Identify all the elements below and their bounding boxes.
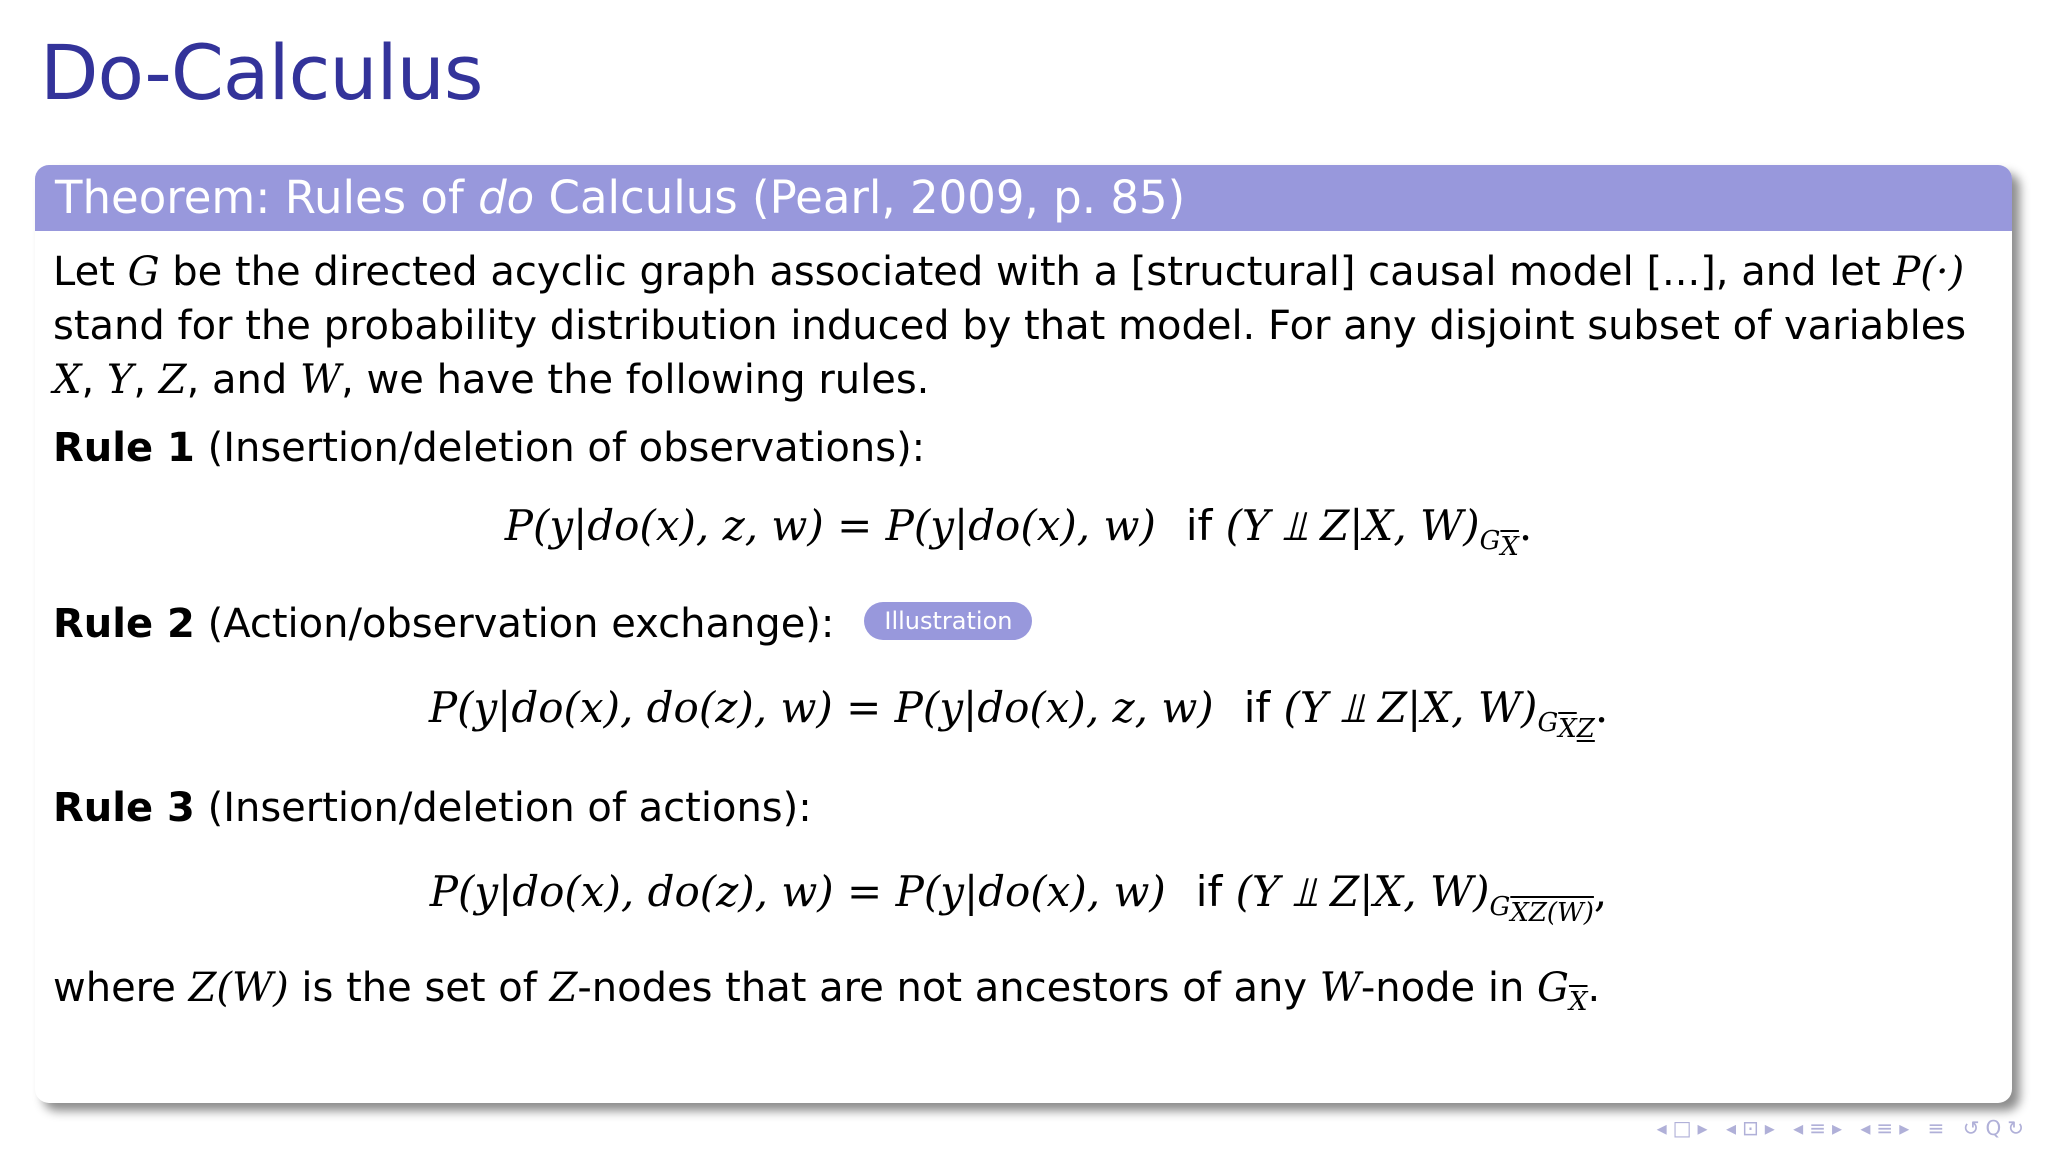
rule2-sub-over: $\overline{X}$: [1558, 714, 1577, 745]
rule2-cond: (Y ⫫ Z|X, W): [1283, 683, 1538, 732]
nav-frame-icon[interactable]: □: [1672, 1116, 1698, 1140]
nav-next-part-icon[interactable]: ▸: [1899, 1116, 1916, 1140]
beamer-navigation: [1657, 1116, 2030, 1140]
rule3-cond: (Y ⫫ Z|X, W): [1235, 867, 1490, 916]
rule3-end: ,: [1593, 867, 1608, 916]
closing-zw: Z(W): [188, 965, 289, 1011]
intro-comma-2: ,: [133, 357, 159, 403]
rule3-lhs: P(y|do(x), do(z), w) = P(y|do(x), w): [429, 867, 1166, 916]
rule2-formula: [53, 683, 1984, 755]
nav-search-icon[interactable]: Q: [1985, 1116, 2008, 1140]
intro-text-5: , we have the following rules.: [341, 357, 930, 403]
rule3-bold: Rule 3: [53, 785, 195, 831]
closing-z: Z: [549, 965, 578, 1011]
rule2-text: (Action/observation exchange):: [194, 601, 835, 647]
rule3-if: if: [1195, 867, 1223, 916]
rule1-if: if: [1185, 501, 1213, 550]
theorem-header: [35, 165, 2012, 231]
intro-g: G: [127, 249, 160, 295]
closing-2: is the set of: [288, 965, 550, 1011]
rule3-sub-g: G: [1489, 892, 1511, 923]
rule3-sub: [1489, 892, 1594, 929]
closing-text: [53, 961, 1984, 1029]
intro-p: P(·): [1893, 249, 1965, 295]
intro-text-1: Let: [53, 249, 128, 295]
intro-text-3: stand for the probability distribution induced by that model. For any disjoint subset of variables: [53, 303, 1967, 349]
rule2-heading: [53, 597, 1984, 651]
nav-next-frame-icon[interactable]: ▸: [1697, 1116, 1714, 1140]
rule2-bold: Rule 2: [53, 601, 195, 647]
illustration-button[interactable]: Illustration: [864, 602, 1032, 640]
intro-text-4: , and: [186, 357, 300, 403]
rule1-sub-over: X: [1500, 532, 1519, 563]
rule2-end: .: [1594, 683, 1609, 732]
rule1-heading: [53, 421, 1984, 475]
closing-g: G: [1537, 965, 1569, 1011]
slide-title: Do-Calculus: [40, 28, 483, 117]
nav-forward-icon[interactable]: ↻: [2007, 1116, 2030, 1140]
rule2-lhs: P(y|do(x), do(z), w) = P(y|do(x), z, w): [428, 683, 1214, 732]
intro-text-2: be the directed acyclic graph associated with a [structural] causal model [...], and let: [159, 249, 1894, 295]
nav-prev-section-icon[interactable]: ◂: [1793, 1116, 1810, 1140]
rule2-sub: [1537, 708, 1595, 745]
rule3-sub-over: XZ(W): [1510, 898, 1594, 929]
nav-prev-frame-icon[interactable]: ◂: [1656, 1116, 1673, 1140]
intro-z: Z: [158, 357, 187, 403]
theorem-header-suffix: Calculus (Pearl, 2009, p. 85): [534, 171, 1186, 224]
closing-w: W: [1319, 965, 1361, 1011]
rule1-formula: [53, 501, 1984, 573]
nav-prev-subsection-icon[interactable]: ◂: [1725, 1116, 1742, 1140]
nav-back-icon[interactable]: ↺: [1962, 1116, 1986, 1140]
intro-comma-1: ,: [81, 357, 107, 403]
rule1-lhs: P(y|do(x), z, w) = P(y|do(x), w): [504, 501, 1156, 550]
theorem-header-italic: do: [478, 171, 535, 224]
closing-3: -nodes that are not ancestors of any: [577, 965, 1320, 1011]
rule3-formula: [53, 867, 1984, 939]
nav-part-icon[interactable]: ≡: [1876, 1116, 1900, 1140]
nav-subsection-icon[interactable]: ⊡: [1741, 1116, 1765, 1140]
intro-y: Y: [106, 357, 134, 403]
rule1-sub-g: G: [1479, 526, 1501, 557]
nav-toc-icon[interactable]: ≡: [1927, 1116, 1951, 1140]
intro-x: X: [53, 357, 82, 403]
rule2-sub-g: G: [1537, 708, 1559, 739]
rule1-cond: (Y ⫫ Z|X, W): [1225, 501, 1480, 550]
rule1-bold: Rule 1: [53, 425, 195, 471]
closing-end: .: [1587, 965, 1601, 1011]
rule1-text: (Insertion/deletion of observations):: [194, 425, 926, 471]
rule2-sub-under: Z: [1576, 714, 1595, 745]
rule1-sub: [1479, 526, 1519, 563]
closing-1: where: [53, 965, 189, 1011]
nav-prev-part-icon[interactable]: ◂: [1860, 1116, 1877, 1140]
theorem-intro: [53, 231, 1984, 407]
rule2-sub-xz: [1558, 715, 1595, 745]
nav-next-subsection-icon[interactable]: ▸: [1764, 1116, 1781, 1140]
nav-section-icon[interactable]: ≡: [1809, 1116, 1832, 1140]
rule1-end: .: [1518, 501, 1533, 550]
rule3-heading: [53, 781, 1984, 835]
rule3-text: (Insertion/deletion of actions):: [194, 785, 812, 831]
closing-4: -node in: [1360, 965, 1538, 1011]
theorem-block: [35, 165, 2012, 1103]
closing-x-sub: X: [1568, 987, 1588, 1017]
theorem-header-prefix: Theorem: Rules of: [55, 171, 479, 224]
intro-w: W: [299, 357, 342, 403]
theorem-body: [35, 231, 2012, 1029]
nav-next-section-icon[interactable]: ▸: [1831, 1116, 1849, 1140]
rule2-if: if: [1243, 683, 1271, 732]
